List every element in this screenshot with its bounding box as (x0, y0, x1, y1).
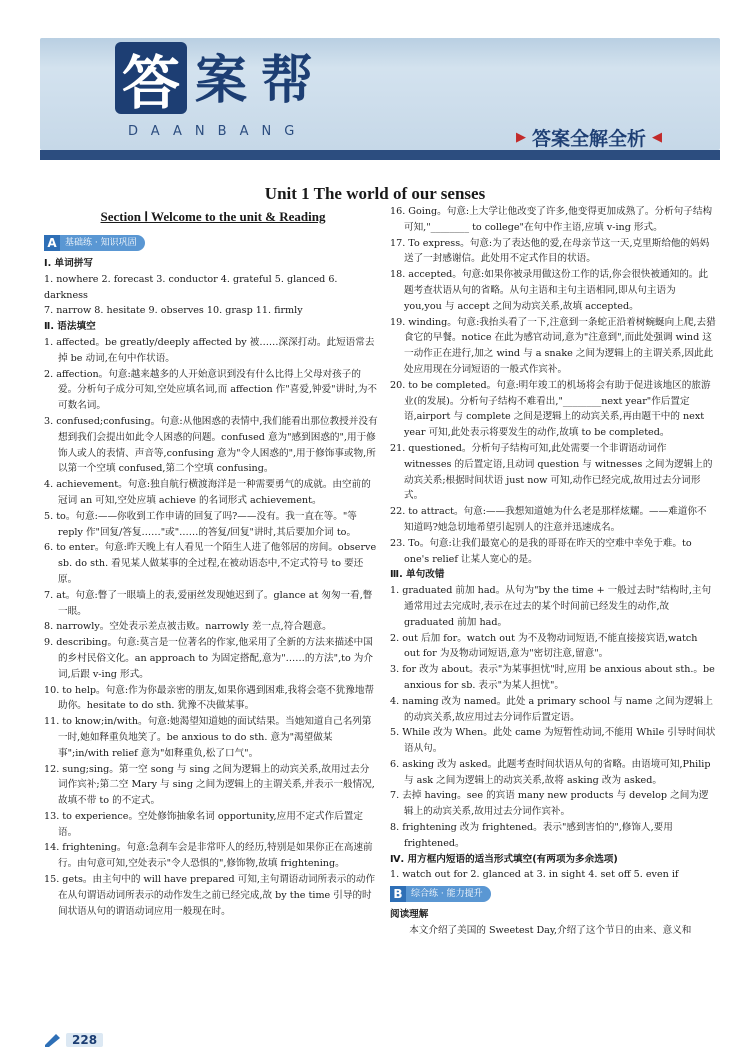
answer-item: 20. to be completed。句意:明年竣工的机场将会有助于促进该地区的旅游业(的发展)。分析句子结构不难看出,"________next year"作后置定语,airport 与 complete 之间是逻辑上的动宾关系,再由题干中的 next year 可知,此处表示将要发生的动作,故填 to be completed。 (390, 379, 711, 439)
answer-item: 3. confused;confusing。句意:从他困惑的表情中,我们能看出那位教授并没有想到我们会提出如此令人困惑的问题。confused 意为"感到困惑的",用于修饰人或人的表情、声音等,confusing 意为"令人困惑的",用于修饰事或物,所以第一个空填 confused,第二个空填 confusing。 (44, 415, 378, 475)
answer-item: 13. to experience。空处修饰抽象名词 opportunity,应用不定式作后置定语。 (44, 810, 363, 838)
part-title: Ⅳ. 用方框内短语的适当形式填空(有两项为多余选项) (390, 853, 618, 865)
answer-item: 2. affection。句意:越来越多的人开始意识到没有什么比得上父母对孩子的爱。分析句子成分可知,空处应填名词,而 affection 作"喜爱,钟爱"讲时,为不可数名词。 (44, 368, 378, 412)
correction-item: 8. frightening 改为 frightened。表示"感到害怕的",修饰人,要用 frightened。 (390, 822, 673, 849)
answer-item: 7. at。句意:瞥了一眼墙上的表,爱丽丝发现她迟到了。glance at 匆匆一看,瞥一眼。 (44, 589, 373, 617)
answer-item: 12. sung;sing。第一空 song 与 sing 之间为逻辑上的动宾关系,故用过去分词作宾补;第二空 Mary 与 sing 之间为逻辑上的主谓关系,并表示一般情况,故填不带 to 的不定式。 (44, 763, 375, 807)
vocab-row: 1. nowhere 2. forecast 3. conductor 4. grateful 5. glanced 6. darkness (44, 273, 338, 301)
badge-label: 综合练 · 能力提升 (406, 886, 491, 902)
answer-item: 15. gets。由主句中的 will have prepared 可知,主句谓语动词所表示的动作在从句谓语动词所表示的动作发生之前已经完成,故 by the time 引导的时间状语从句的谓语动词应用一般现在时。 (44, 874, 376, 917)
reading-title: 阅读理解 (390, 909, 429, 921)
answer-item: 8. narrowly。空处表示差点被击败。narrowly 差一点,符合题意。 (44, 621, 332, 633)
part-title: Ⅰ. 单词拼写 (44, 258, 93, 269)
pencil-icon (44, 1032, 62, 1048)
page-number-value: 228 (66, 1033, 103, 1047)
logo-char: 帮 (260, 50, 313, 111)
answer-item: 1. affected。be greatly/deeply affected by 被……深深打动。此短语常去掉 be 动词,在句中作状语。 (44, 336, 375, 364)
brand-logo (115, 42, 319, 117)
answer-item: 4. achievement。句意:独自航行横渡海洋是一种需要勇气的成就。由空前的冠词 an 可知,空处应填 achieve 的名词形式 achievement。 (44, 479, 371, 506)
logo-char: 答 (115, 42, 187, 114)
answer-item: 17. To express。句意:为了表达他的爱,在母亲节这一天,克里斯给他的妈妈送了一封感谢信。此处用不定式作目的状语。 (390, 237, 710, 265)
brand-slogan (516, 124, 662, 150)
left-column (44, 232, 378, 1032)
answer-item: 22. to attract。句意:——我想知道她为什么老是那样炫耀。——难道你不知道吗?她急切地希望引起别人的注意并迅速成名。 (390, 506, 707, 533)
answer-item: 11. to know;in/with。句意:她渴望知道她的面试结果。当她知道自己名列第一时,她如释重负地笑了。be anxious to do sth. 意为"渴望做某事";in/with relief 意为"如释重负,松了口气"。 (44, 716, 372, 759)
correction-item: 7. 去掉 having。see 的宾语 many new products 与 develop 之间为逻辑上的动宾关系,故用过去分词作宾补。 (390, 790, 709, 818)
reading-text: 本文介绍了美国的 Sweetest Day,介绍了这个节日的由来、意义和 (409, 925, 692, 937)
badge-letter: B (390, 886, 406, 902)
part-title: Ⅲ. 单句改错 (390, 569, 445, 581)
answer-item: 16. Going。句意:上大学让他改变了许多,他变得更加成熟了。分析句子结构可知,"________ to college"在句中作主语,应填 v-ing 形式。 (390, 206, 713, 233)
unit-title: Unit 1 The world of our senses (264, 184, 486, 203)
brand-pinyin: DAANBANG (128, 124, 308, 139)
header-band (40, 150, 720, 160)
correction-item: 1. graduated 前加 had。从句为"by the time + 一般过去时"结构时,主句通常用过去完成时,表示在过去的某个时间前已经发生的动作,故 graduated 前加 had。 (390, 585, 712, 628)
answer-item: 23. To。句意:让我们最宽心的是我的哥哥在昨天的空难中幸免于难。to one's relief 让某人宽心的是。 (390, 537, 692, 565)
answer-item: 21. questioned。分析句子结构可知,此处需要一个非谓语动词作 witnesses 的后置定语,且动词 question 与 witnesses 之间为逻辑上的动宾关系;根据时间状语 just now 可知,动作已经完成,故用过去分词形式。 (390, 442, 713, 502)
correction-item: 6. asking 改为 asked。此题考查时间状语从句的省略。由语境可知,Philip 与 ask 之间为逻辑上的动宾关系,故将 asking 改为 asked。 (390, 758, 711, 786)
right-column (390, 204, 716, 1024)
answer-item: 14. frightening。句意:急刹车会是非常吓人的经历,特别是如果你正在高速前行。由句意可知,空处表示"令人恐惧的",修饰物,故填 frightening。 (44, 842, 373, 870)
answer-item: 10. to help。句意:作为你最亲密的朋友,如果你遇到困难,我将会毫不犹豫地帮助你。hesitate to do sth. 犹豫不决做某事。 (44, 684, 375, 712)
badge-label: 基础练 · 知识巩固 (60, 235, 145, 251)
practice-badge-b (390, 886, 716, 902)
triangle-left-icon: ◀ (652, 130, 662, 145)
answer-item: 19. winding。句意:我抬头看了一下,注意到一条蛇正沿着树蜿蜒向上爬,去猎食它的早餐。notice 在此为感官动词,意为"注意到",而此处强调 wind 这一动作正在进行,加之 wind 与 a snake 之间为逻辑上的主谓关系,因此此处应用现在分词短语的一般式作宾补。 (390, 316, 716, 375)
triangle-right-icon: ▶ (515, 130, 526, 145)
logo-char: 案 (194, 50, 247, 111)
correction-item: 3. for 改为 about。表示"为某事担忧"时,应用 be anxious about sth.。be anxious for sb. 表示"为某人担忧"。 (390, 664, 715, 691)
header-banner (40, 38, 720, 150)
phrase-answers: 1. watch out for 2. glanced at 3. in sight 4. set off 5. even if (390, 869, 679, 881)
correction-item: 5. While 改为 When。此处 came 为短暂性动词,不能用 While 引导时间状语从句。 (390, 727, 716, 755)
answer-item: 5. to。句意:——你收到工作申请的回复了吗?——没有。我一直在等。"等 reply 作"回复/答复……"或"……的答复/回复"讲时,其后要加介词 to。 (44, 510, 357, 538)
practice-badge-a (44, 235, 378, 251)
part-title: Ⅱ. 语法填空 (44, 321, 96, 333)
section-title: Section Ⅰ Welcome to the unit & Reading (100, 209, 326, 224)
badge-letter: A (44, 235, 60, 251)
answer-item: 18. accepted。句意:如果你被录用做这份工作的话,你会很快被通知的。此题考查状语从句的省略。从句主语和主句主语相同,即从句主语为 you,you 与 accept 之间为动宾关系,故填 accepted。 (390, 269, 708, 312)
page-number (44, 1032, 103, 1048)
slogan-text: 答案全解全析 (531, 128, 646, 150)
answer-item: 6. to enter。句意:昨天晚上有人看见一个陌生人进了他邻居的房间。observe sb. do sth. 看见某人做某事的全过程,在被动语态中,不定式符号 to 要还原。 (44, 542, 377, 585)
answer-item: 9. describing。句意:莫言是一位著名的作家,他采用了全新的方法来描述中国的乡村民俗文化。an approach to 为固定搭配,意为"……的方法",to 为介词,后跟 v-ing 形式。 (44, 637, 373, 680)
correction-item: 4. naming 改为 named。此处 a primary school 与 name 之间为逻辑上的动宾关系,故应用过去分词作后置定语。 (390, 695, 714, 723)
vocab-row: 7. narrow 8. hesitate 9. observes 10. grasp 11. firmly (44, 305, 303, 317)
correction-item: 2. out 后加 for。watch out 为不及物动词短语,不能直接接宾语,watch out for 为及物动词短语,意为"密切注意,留意"。 (390, 632, 698, 660)
